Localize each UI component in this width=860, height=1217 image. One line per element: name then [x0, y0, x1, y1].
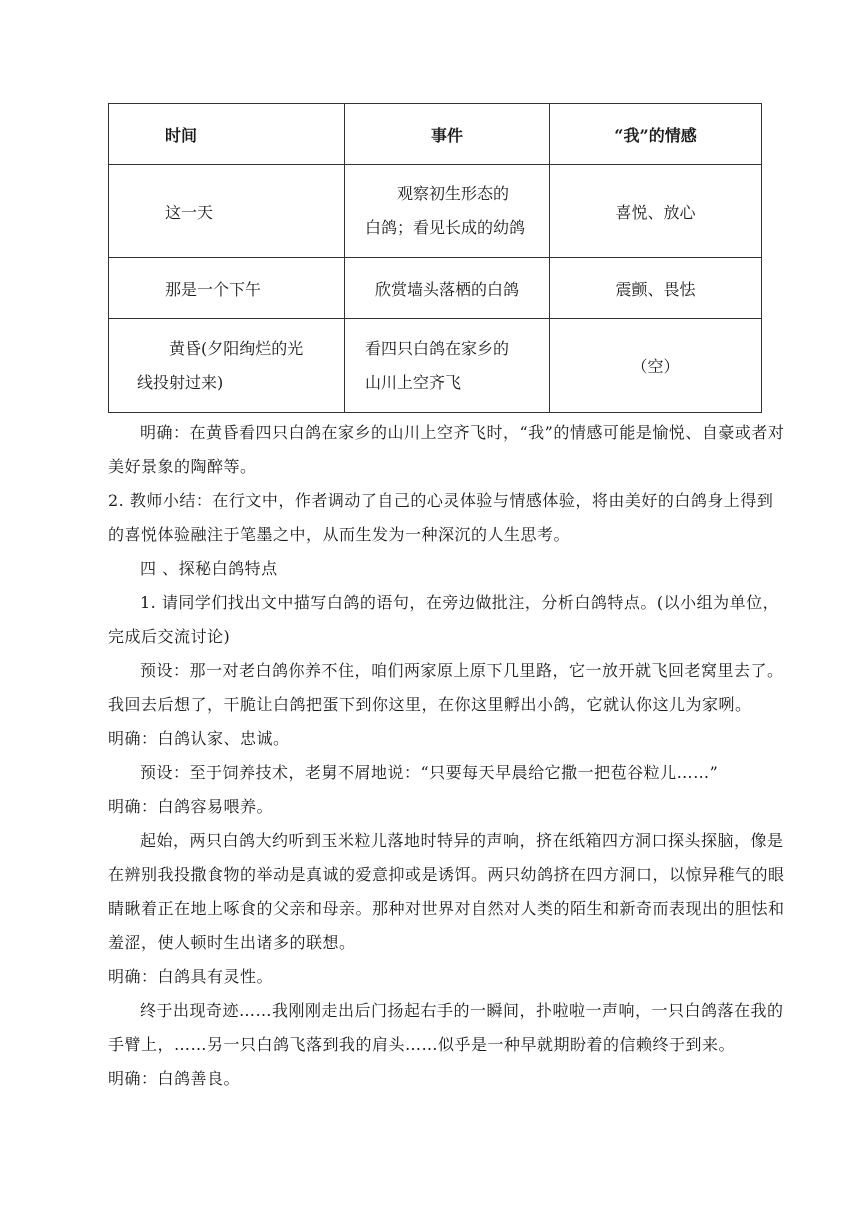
header-time: 时间: [109, 104, 345, 165]
cell-time-line: 黄昏(夕阳绚烂的光: [169, 338, 304, 358]
paragraph-preset-2: 预设：至于饲养技术，老舅不屑地说：“只要每天早晨给它撒一把苞谷粒儿……”: [140, 763, 719, 782]
paragraph-quote-2: 终于出现奇迹……我刚刚走出后门扬起右手的一瞬间，扑啦啦一声响，一只白鸽落在我的手臂上，……另一只白鸽飞落到我的肩头……似乎是一种早就期盼着的信赖终于到来。: [108, 1001, 784, 1054]
cell-time-line: 线投射过来): [137, 372, 224, 392]
header-emotion: “我”的情感: [550, 104, 762, 165]
cell-event-line: 看四只白鸽在家乡的: [365, 338, 510, 358]
cell-event: 欣赏墙头落栖的白鸽: [345, 258, 550, 319]
paragraph-clarify-1: 明确：在黄昏看四只白鸽在家乡的山川上空齐飞时，“我”的情感可能是愉悦、自豪或者对美好景象的陶醉等。: [108, 423, 785, 476]
paragraph-preset-1: 预设：那一对老白鸽你养不住，咱们两家原上原下几里路，它一放开就飞回老窝里去了。我回去后想了，干脆让白鸽把蛋下到你这里，在你这里孵出小鸽，它就认你这儿为家咧。: [108, 661, 784, 714]
cell-time: 这一天: [109, 165, 345, 258]
paragraph-teacher-summary: 2. 教师小结：在行文中，作者调动了自己的心灵体验与情感体验，将由美好的白鸽身上得到的喜悦体验融注于笔墨之中，从而生发为一种深沉的人生思考。: [108, 491, 774, 544]
cell-event-line: 观察初生形态的: [397, 184, 510, 203]
cell-time: [109, 319, 345, 413]
cell-emotion: 震颤、畏怯: [550, 258, 762, 319]
cell-event-line: 山川上空齐飞: [365, 372, 462, 392]
paragraph-clarify-3: 明确：白鸽容易喂养。: [108, 797, 274, 816]
cell-time: 那是一个下午: [109, 258, 345, 319]
section-heading: 四 、探秘白鸽特点: [140, 559, 278, 578]
cell-event-line: 白鸽；看见长成的幼鸽: [365, 218, 526, 237]
paragraph-task: 1. 请同学们找出文中描写白鸽的语句，在旁边做批注，分析白鸽特点。(以小组为单位，完成后交流讨论): [108, 593, 780, 646]
table-header-row: [109, 104, 762, 165]
cell-event: [345, 165, 550, 258]
paragraph-clarify-4: 明确：白鸽具有灵性。: [108, 967, 274, 986]
paragraph-clarify-5: 明确：白鸽善良。: [108, 1069, 241, 1088]
events-emotion-table: [108, 103, 762, 413]
table-row: [109, 165, 762, 258]
paragraph-clarify-2: 明确：白鸽认家、忠诚。: [108, 729, 290, 748]
table-row: [109, 319, 762, 413]
header-event: 事件: [345, 104, 550, 165]
paragraph-quote-1: 起始，两只白鸽大约听到玉米粒儿落地时特异的声响，挤在纸箱四方洞口探头探脑，像是在辨别我投撒食物的举动是真诚的爱意抑或是诱饵。两只幼鸽挤在四方洞口，以惊异稚气的眼睛瞅着正在地上啄食的父亲和母亲。那种对世界对自然对人类的陌生和新奇而表现出的胆怯和羞涩，使人顿时生出诸多的联想。: [108, 831, 785, 952]
cell-event: [345, 319, 550, 413]
body-text: [108, 416, 788, 1096]
cell-emotion: （空）: [550, 319, 762, 413]
table-row: [109, 258, 762, 319]
cell-emotion: 喜悦、放心: [550, 165, 762, 258]
